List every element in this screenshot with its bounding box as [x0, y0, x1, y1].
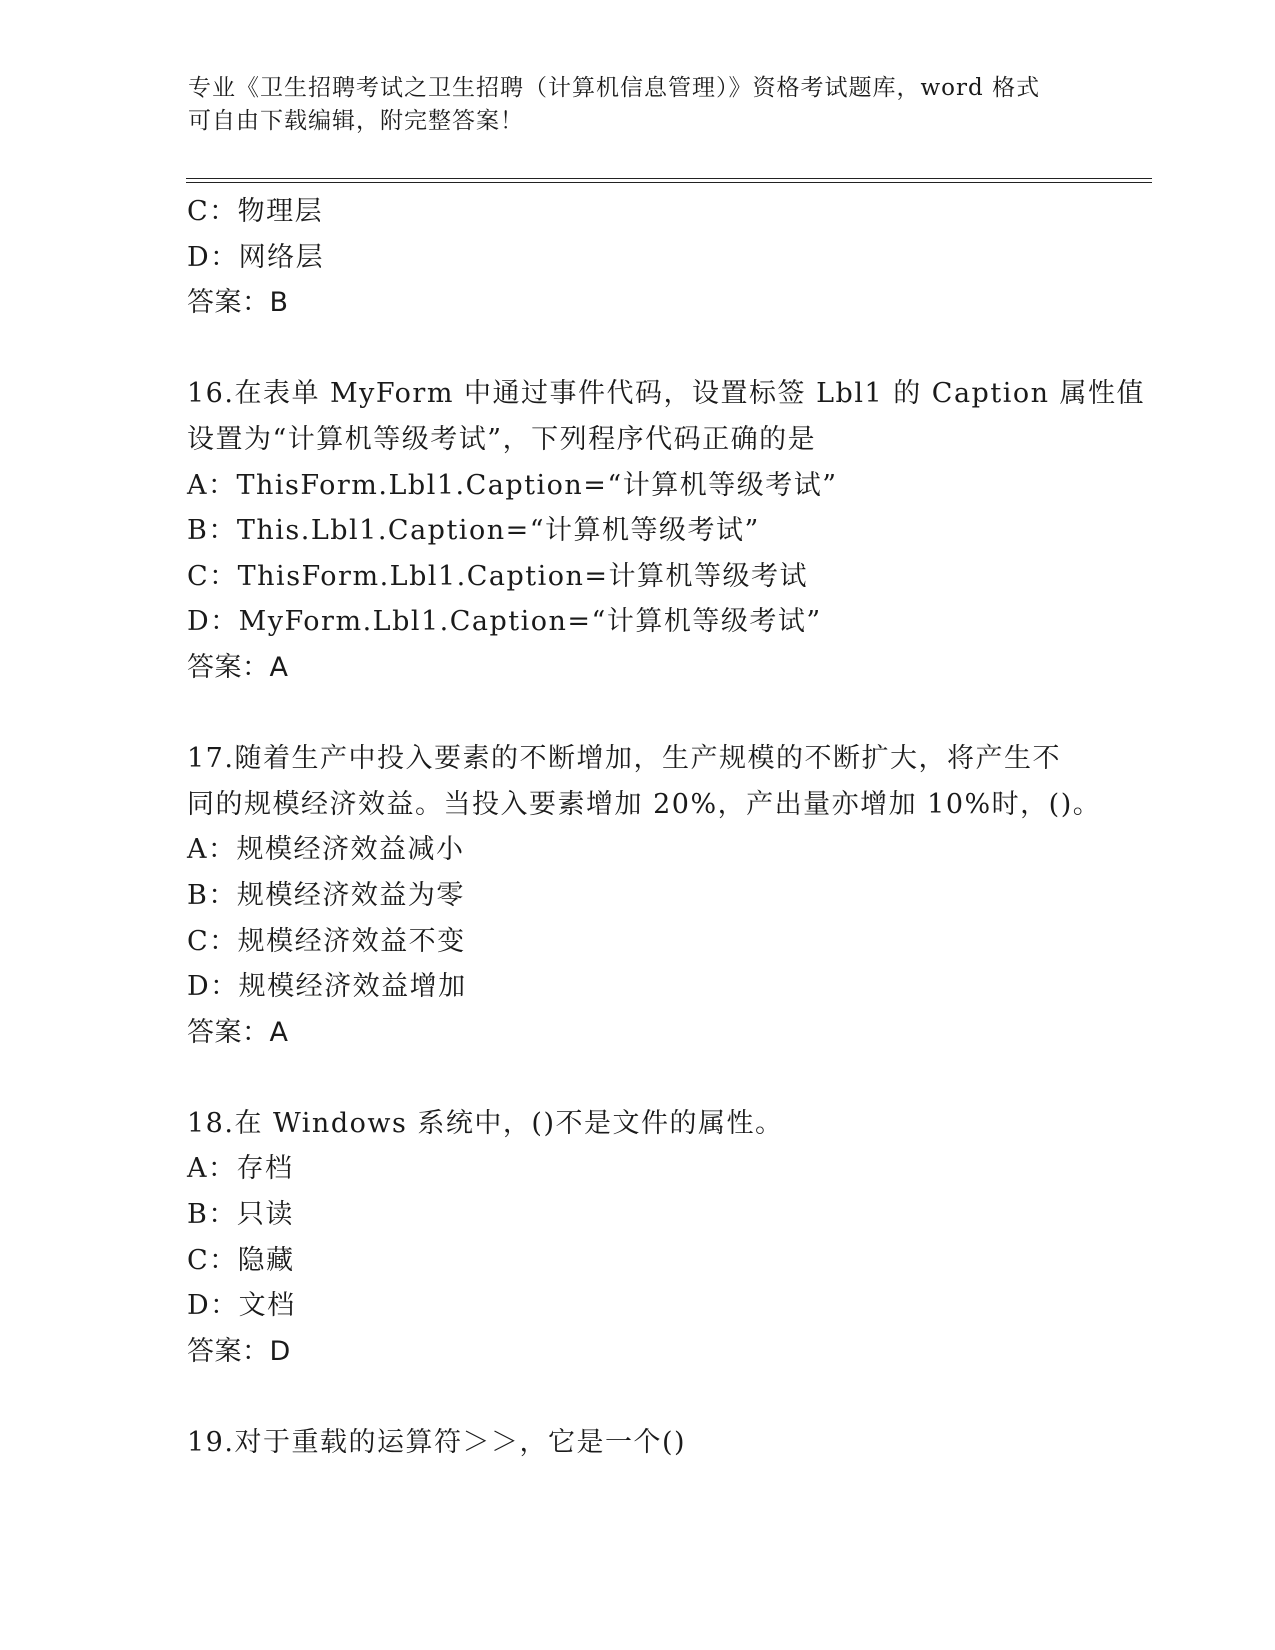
document-header — [188, 72, 1088, 138]
answer-label: 答案：A — [187, 651, 289, 683]
question-stem: 18.在 Windows 系统中，()不是文件的属性。 — [187, 1107, 784, 1139]
question-stem: 16.在表单 MyForm 中通过事件代码，设置标签 Lbl1 的 Caption 属性值 — [187, 378, 1146, 410]
prev-question — [187, 189, 1087, 326]
option-a: A：规模经济效益减小 — [187, 834, 465, 866]
option-d: D：文档 — [187, 1290, 296, 1322]
question-19 — [187, 1420, 1087, 1466]
header-title-line-1: 专业《卫生招聘考试之卫生招聘（计算机信息管理）》资格考试题库，word 格式 — [188, 75, 1041, 101]
option-d: D：规模经济效益增加 — [187, 971, 467, 1003]
answer-label: 答案：A — [187, 1016, 289, 1048]
option-c: C：ThisForm.Lbl1.Caption=计算机等级考试 — [187, 560, 809, 592]
answer-label: 答案：B — [187, 287, 289, 319]
option-a: A：ThisForm.Lbl1.Caption=“计算机等级考试” — [187, 469, 838, 501]
question-stem: 17.随着生产中投入要素的不断增加，生产规模的不断扩大，将产生不 — [187, 743, 1061, 775]
option-b: B：只读 — [187, 1199, 294, 1231]
question-16 — [187, 371, 1146, 690]
option-c: C：规模经济效益不变 — [187, 925, 466, 957]
header-title-line-2: 可自由下载编辑，附完整答案！ — [188, 108, 524, 134]
option-d: D：网络层 — [187, 241, 325, 273]
question-list — [187, 189, 1146, 1466]
answer-label: 答案：D — [187, 1335, 291, 1367]
option-d: D：MyForm.Lbl1.Caption=“计算机等级考试” — [187, 606, 822, 638]
question-stem-continued: 同的规模经济效益。当投入要素增加 20%，产出量亦增加 10%时，()。 — [187, 788, 1102, 820]
question-17 — [187, 736, 1102, 1055]
question-18 — [187, 1101, 1087, 1375]
option-b: B：规模经济效益为零 — [187, 879, 465, 911]
option-a: A：存档 — [187, 1153, 294, 1185]
question-stem: 19.对于重载的运算符＞＞，它是一个() — [187, 1427, 687, 1459]
option-c: C：隐藏 — [187, 1244, 295, 1276]
question-stem-continued: 设置为“计算机等级考试”，下列程序代码正确的是 — [187, 423, 817, 455]
option-b: B：This.Lbl1.Caption=“计算机等级考试” — [187, 515, 760, 547]
header-divider — [186, 178, 1152, 183]
option-c: C：物理层 — [187, 196, 324, 227]
